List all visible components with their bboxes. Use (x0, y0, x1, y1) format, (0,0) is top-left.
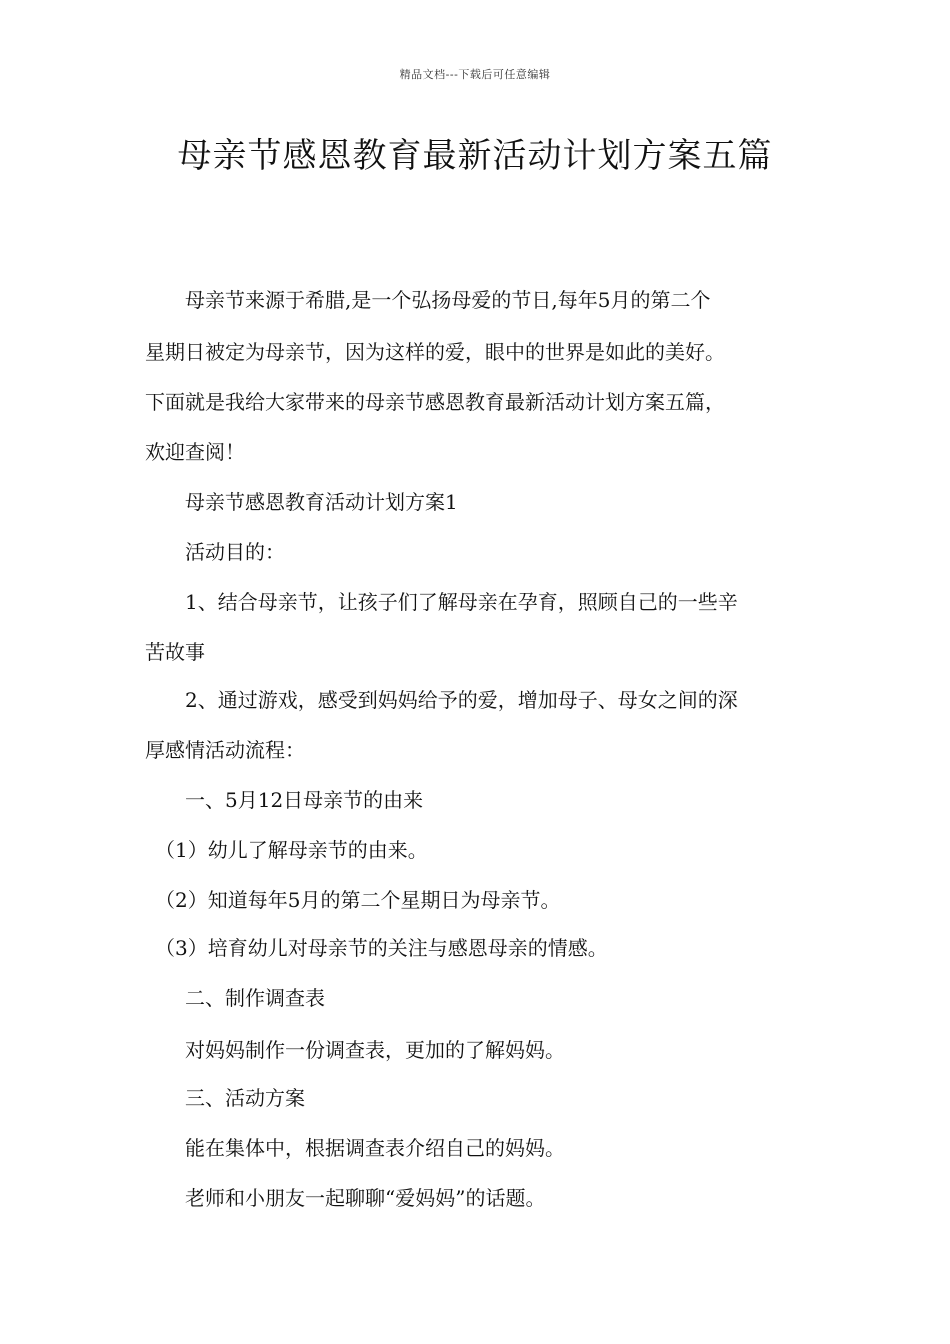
list-item: （1）幼儿了解母亲节的由来。 (145, 838, 428, 862)
body-line: 能在集体中，根据调查表介绍自己的妈妈。 (145, 1136, 565, 1160)
section-heading: 母亲节感恩教育活动计划方案1 (145, 490, 458, 514)
body-line: 活动目的： (145, 540, 285, 564)
section-heading: 三、活动方案 (145, 1086, 305, 1110)
list-item: 1、结合母亲节，让孩子们了解母亲在孕育，照顾自己的一些辛 (145, 590, 738, 614)
list-item: （3）培育幼儿对母亲节的关注与感恩母亲的情感。 (145, 936, 608, 960)
section-heading: 二、制作调查表 (145, 986, 325, 1010)
section-heading: 一、5月12日母亲节的由来 (145, 788, 424, 812)
body-line: 下面就是我给大家带来的母亲节感恩教育最新活动计划方案五篇， (145, 390, 725, 414)
list-item: 2、通过游戏，感受到妈妈给予的爱，增加母子、母女之间的深 (145, 688, 738, 712)
body-line: 母亲节来源于希腊,是一个弘扬母爱的节日,每年5月的第二个 (145, 288, 711, 312)
header-note: 精品文档---下载后可任意编辑 (399, 68, 551, 81)
list-item: （2）知道每年5月的第二个星期日为母亲节。 (145, 888, 561, 912)
page-title: 母亲节感恩教育最新活动计划方案五篇 (177, 136, 773, 176)
body-line: 老师和小朋友一起聊聊“爱妈妈”的话题。 (145, 1186, 546, 1210)
body-line: 厚感情活动流程： (145, 738, 305, 762)
body-line: 苦故事 (145, 640, 205, 664)
body-line: 欢迎查阅！ (145, 440, 245, 464)
body-line: 对妈妈制作一份调查表，更加的了解妈妈。 (145, 1038, 565, 1062)
body-line: 星期日被定为母亲节，因为这样的爱，眼中的世界是如此的美好。 (145, 340, 725, 364)
